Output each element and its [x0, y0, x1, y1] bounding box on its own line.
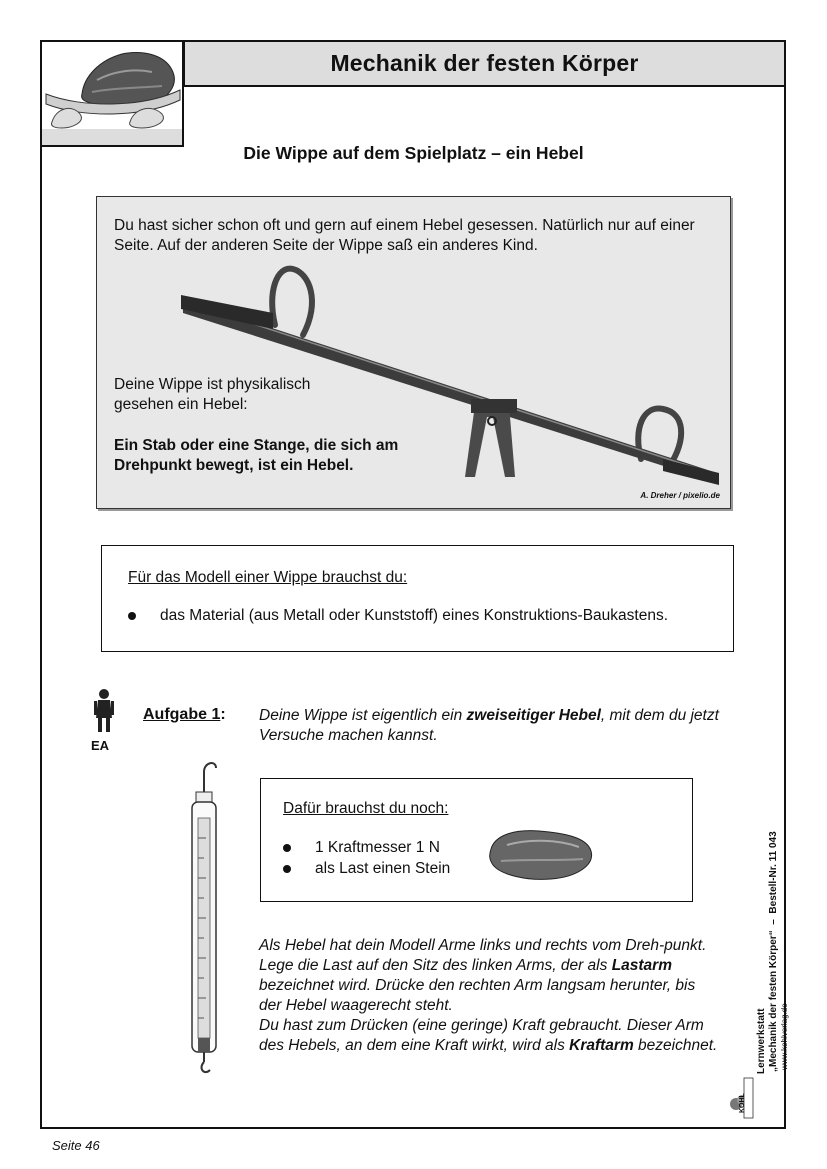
order-number: Bestell-Nr. 11 043	[768, 831, 779, 914]
publisher-url: www.kohlverlag.de	[780, 1003, 789, 1070]
page-title: Mechanik der festen Körper	[330, 50, 639, 76]
task-text-part: , mit dem du jetzt Versuche machen kannst.	[259, 707, 719, 744]
instruction-paragraph	[259, 956, 719, 1016]
bullet-icon	[283, 865, 291, 873]
material-item-text: das Material (aus Metall oder Kunststoff) eines Konstruktions-Baukastens.	[160, 607, 669, 624]
bullet-icon	[283, 844, 291, 852]
header-bar	[183, 40, 786, 87]
series-title: „Mechanik der festen Körper“	[768, 930, 779, 1072]
instruction-part: Lege die Last auf den Sitz des linken Arms, der als	[259, 957, 612, 974]
instruction-bold: Lastarm	[611, 957, 672, 974]
series-name-vertical: Lernwerkstatt	[756, 1008, 767, 1074]
photo-description-text: Deine Wippe ist physikalisch gesehen ein Hebel:	[114, 376, 311, 413]
task-text	[259, 706, 729, 746]
instruction-part: bezeichnet.	[633, 1037, 718, 1054]
spring-scale-icon	[180, 758, 230, 1078]
task-label	[143, 706, 226, 724]
stone-icon	[487, 825, 597, 885]
task-text-bold: zweiseitiger Hebel	[466, 707, 601, 724]
list-item	[283, 839, 440, 857]
bullet-icon	[128, 612, 136, 620]
additional-material-box	[260, 778, 693, 902]
photo-credit: A. Dreher / pixelio.de	[640, 491, 720, 500]
need-heading: Dafür brauchst du noch:	[283, 800, 449, 817]
need-item-text: 1 Kraftmesser 1 N	[315, 839, 440, 856]
section-subtitle: Die Wippe auf dem Spielplatz – ein Hebel	[243, 143, 584, 163]
publisher-name: KOHL	[739, 1093, 746, 1113]
need-item-text: als Last einen Stein	[315, 860, 451, 877]
instruction-bold: Kraftarm	[569, 1037, 634, 1054]
task-text-part: Deine Wippe ist eigentlich ein	[259, 707, 467, 724]
instruction-part: bezeichnet wird. Drücke den rechten Arm langsam herunter, bis der Hebel waagerecht steht.	[259, 977, 696, 1014]
list-item	[128, 607, 668, 625]
instruction-text	[259, 936, 719, 1056]
material-heading: Für das Modell einer Wippe brauchst du:	[128, 569, 408, 586]
instruction-paragraph	[259, 1016, 719, 1056]
instruction-paragraph: Als Hebel hat dein Modell Arme links und rechts vom Dreh-punkt.	[259, 937, 707, 954]
ea-label: EA	[91, 738, 110, 753]
task-label-text: Aufgabe 1	[143, 706, 221, 723]
photo-intro-text: Du hast sicher schon oft und gern auf einem Hebel gesessen. Natürlich nur auf einer Seite. Auf der anderen Seite der Wippe saß ein anderes Kind.	[114, 217, 695, 254]
series-dash: –	[768, 919, 779, 925]
lever-definition: Ein Stab oder eine Stange, die sich am Drehpunkt bewegt, ist ein Hebel.	[114, 437, 399, 474]
stone-seesaw-icon	[42, 42, 182, 147]
person-icon	[92, 688, 116, 734]
instruction-part: Du hast zum Drücken (eine geringe) Kraft gebraucht. Dieser Arm des Hebels, an dem eine Kraft wirkt, wird als	[259, 1017, 704, 1054]
seesaw-photo-box	[96, 196, 731, 509]
page-number: Seite 46	[52, 1138, 100, 1153]
series-title-vertical	[768, 831, 779, 1072]
material-box	[101, 545, 734, 652]
task-label-colon: :	[220, 706, 226, 723]
list-item	[283, 860, 450, 878]
logo-illustration	[40, 40, 184, 147]
